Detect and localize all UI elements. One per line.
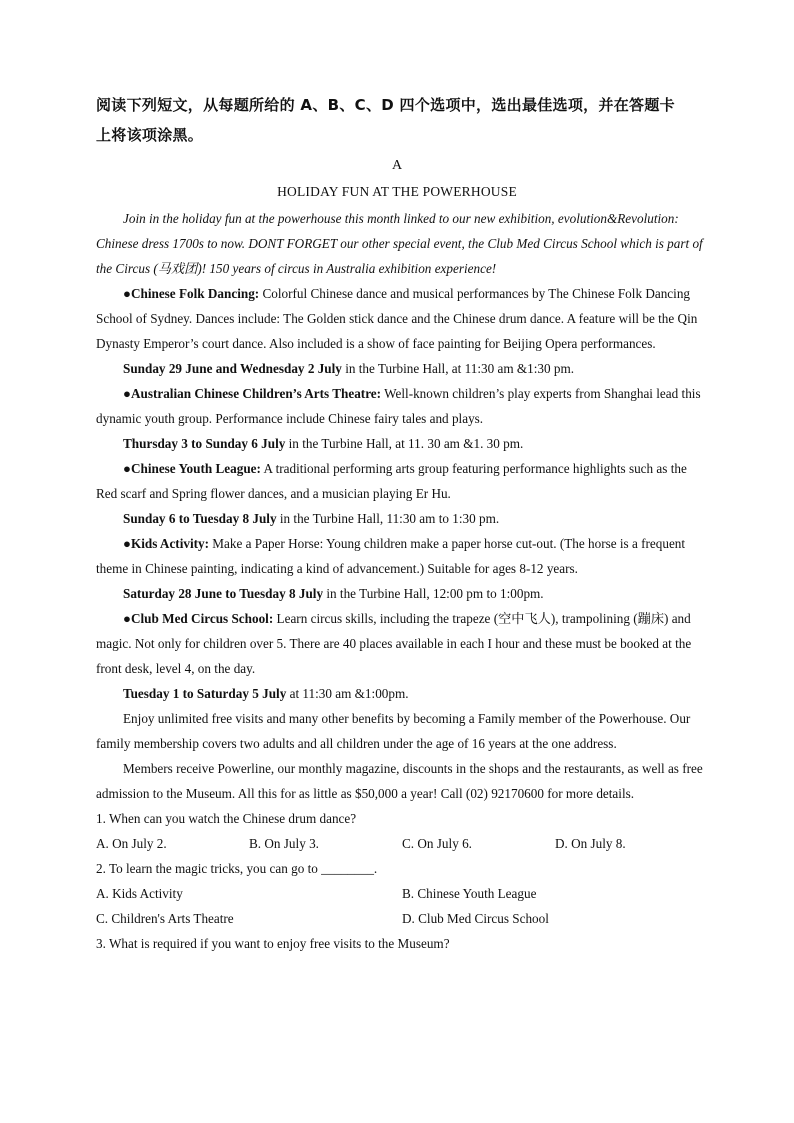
event-when: Tuesday 1 to Saturday 5 July [123,686,287,701]
event-when: Sunday 29 June and Wednesday 2 July [123,361,342,376]
event-when: Thursday 3 to Sunday 6 July [123,436,286,451]
section-title: HOLIDAY FUN AT THE POWERHOUSE [277,184,517,199]
event-schedule [96,506,708,531]
question-options [96,906,708,931]
question-stem: 2. To learn the magic tricks, you can go to ________. [96,861,378,876]
option[interactable]: A. Kids Activity [96,886,183,901]
bullet-icon: ● [123,536,131,551]
event-description [96,606,708,681]
event-description [96,456,708,506]
question-options [96,831,708,856]
bullet-icon: ● [123,611,131,626]
article-body [96,206,708,956]
event-desc: Colorful Chinese dance and musical performances by The Chinese Folk Dancing School of Sydney. Dances include: The Golden stick dance and the Chinese drum dance. A feature will be the Qin Dynasty Emperor’s court dance. Also included is a show of face painting for Beijing Opera performances. [96,286,698,351]
question-stem: 3. What is required if you want to enjoy free visits to the Museum? [96,936,450,951]
event-desc: A traditional performing arts group featuring performance highlights such as the Red scarf and Spring flower dances, and a musician playing Er Hu. [96,461,687,501]
event-name: Chinese Folk Dancing: [130,286,260,301]
question-stem: 1. When can you watch the Chinese drum dance? [96,811,357,826]
event-when: Sunday 6 to Tuesday 8 July [123,511,277,526]
option[interactable]: D. On July 8. [555,836,626,851]
bullet-icon: ● [123,286,131,301]
event-schedule [96,681,708,706]
membership-paragraph: Enjoy unlimited free visits and many other benefits by becoming a Family member of the Powerhouse. Our family membership covers two adults and all children under the age of 16 years at the one address. [96,711,691,751]
event-desc: Learn circus skills, including the trapeze (空中飞人), trampolining (蹦床) and magic. Not only for children over 5. There are 40 places available in each I hour and these must be booked at the front desk, level 4, on the day. [96,611,692,676]
option[interactable]: C. Children's Arts Theatre [96,911,234,926]
event-desc: Well-known children’s play experts from Shanghai lead this dynamic youth group. Performance include Chinese fairy tales and plays. [96,386,701,426]
instructions [96,90,706,150]
option[interactable]: B. Chinese Youth League [402,886,537,901]
event-description [96,281,708,356]
option[interactable]: A. On July 2. [96,836,167,851]
members-paragraph: Members receive Powerline, our monthly magazine, discounts in the shops and the restaurants, as well as free admission to the Museum. All this for as little as $50,000 a year! Call (02) 92170600 for more details. [96,761,703,801]
event-name: Kids Activity: [130,536,209,551]
event-schedule [96,581,708,606]
option[interactable]: C. On July 6. [402,836,472,851]
event-schedule [96,356,708,381]
event-desc: Make a Paper Horse: Young children make a paper horse cut-out. (The horse is a frequent theme in Chinese painting, indicating a kind of advancement.) Suitable for ages 8-12 years. [96,536,686,576]
question-options [96,881,708,906]
event-name: Australian Chinese Children’s Arts Theatre: [130,386,382,401]
bullet-icon: ● [123,461,131,476]
event-description [96,531,708,581]
instructions-line-2: 上将该项涂黑。 [96,126,204,144]
event-where: in the Turbine Hall, 11:30 am to 1:30 pm. [276,511,500,526]
event-schedule [96,431,708,456]
event-when: Saturday 28 June to Tuesday 8 July [123,586,324,601]
event-name: Club Med Circus School: [130,611,274,626]
option[interactable]: B. On July 3. [249,836,319,851]
bullet-icon: ● [123,386,131,401]
option[interactable]: D. Club Med Circus School [402,911,549,926]
event-where: at 11:30 am &1:00pm. [286,686,409,701]
event-description [96,381,708,431]
event-where: in the Turbine Hall, at 11:30 am &1:30 pm. [341,361,575,376]
instructions-line-1: 阅读下列短文，从每题所给的 A、B、C、D 四个选项中，选出最佳选项，并在答题卡 [96,96,675,114]
section-letter: A [391,158,403,173]
event-where: in the Turbine Hall, 12:00 pm to 1:00pm. [323,586,544,601]
event-name: Chinese Youth League: [130,461,261,476]
event-where: in the Turbine Hall, at 11. 30 am &1. 30 pm. [285,436,524,451]
intro-paragraph: Join in the holiday fun at the powerhouse this month linked to our new exhibition, evolution&Revolution: Chinese dress 1700s to now. DONT FORGET our other special event, the Club Med Circus School which is part of the Circus (马戏团)! 150 years of circus in Australia exhibition experience! [96,211,703,276]
